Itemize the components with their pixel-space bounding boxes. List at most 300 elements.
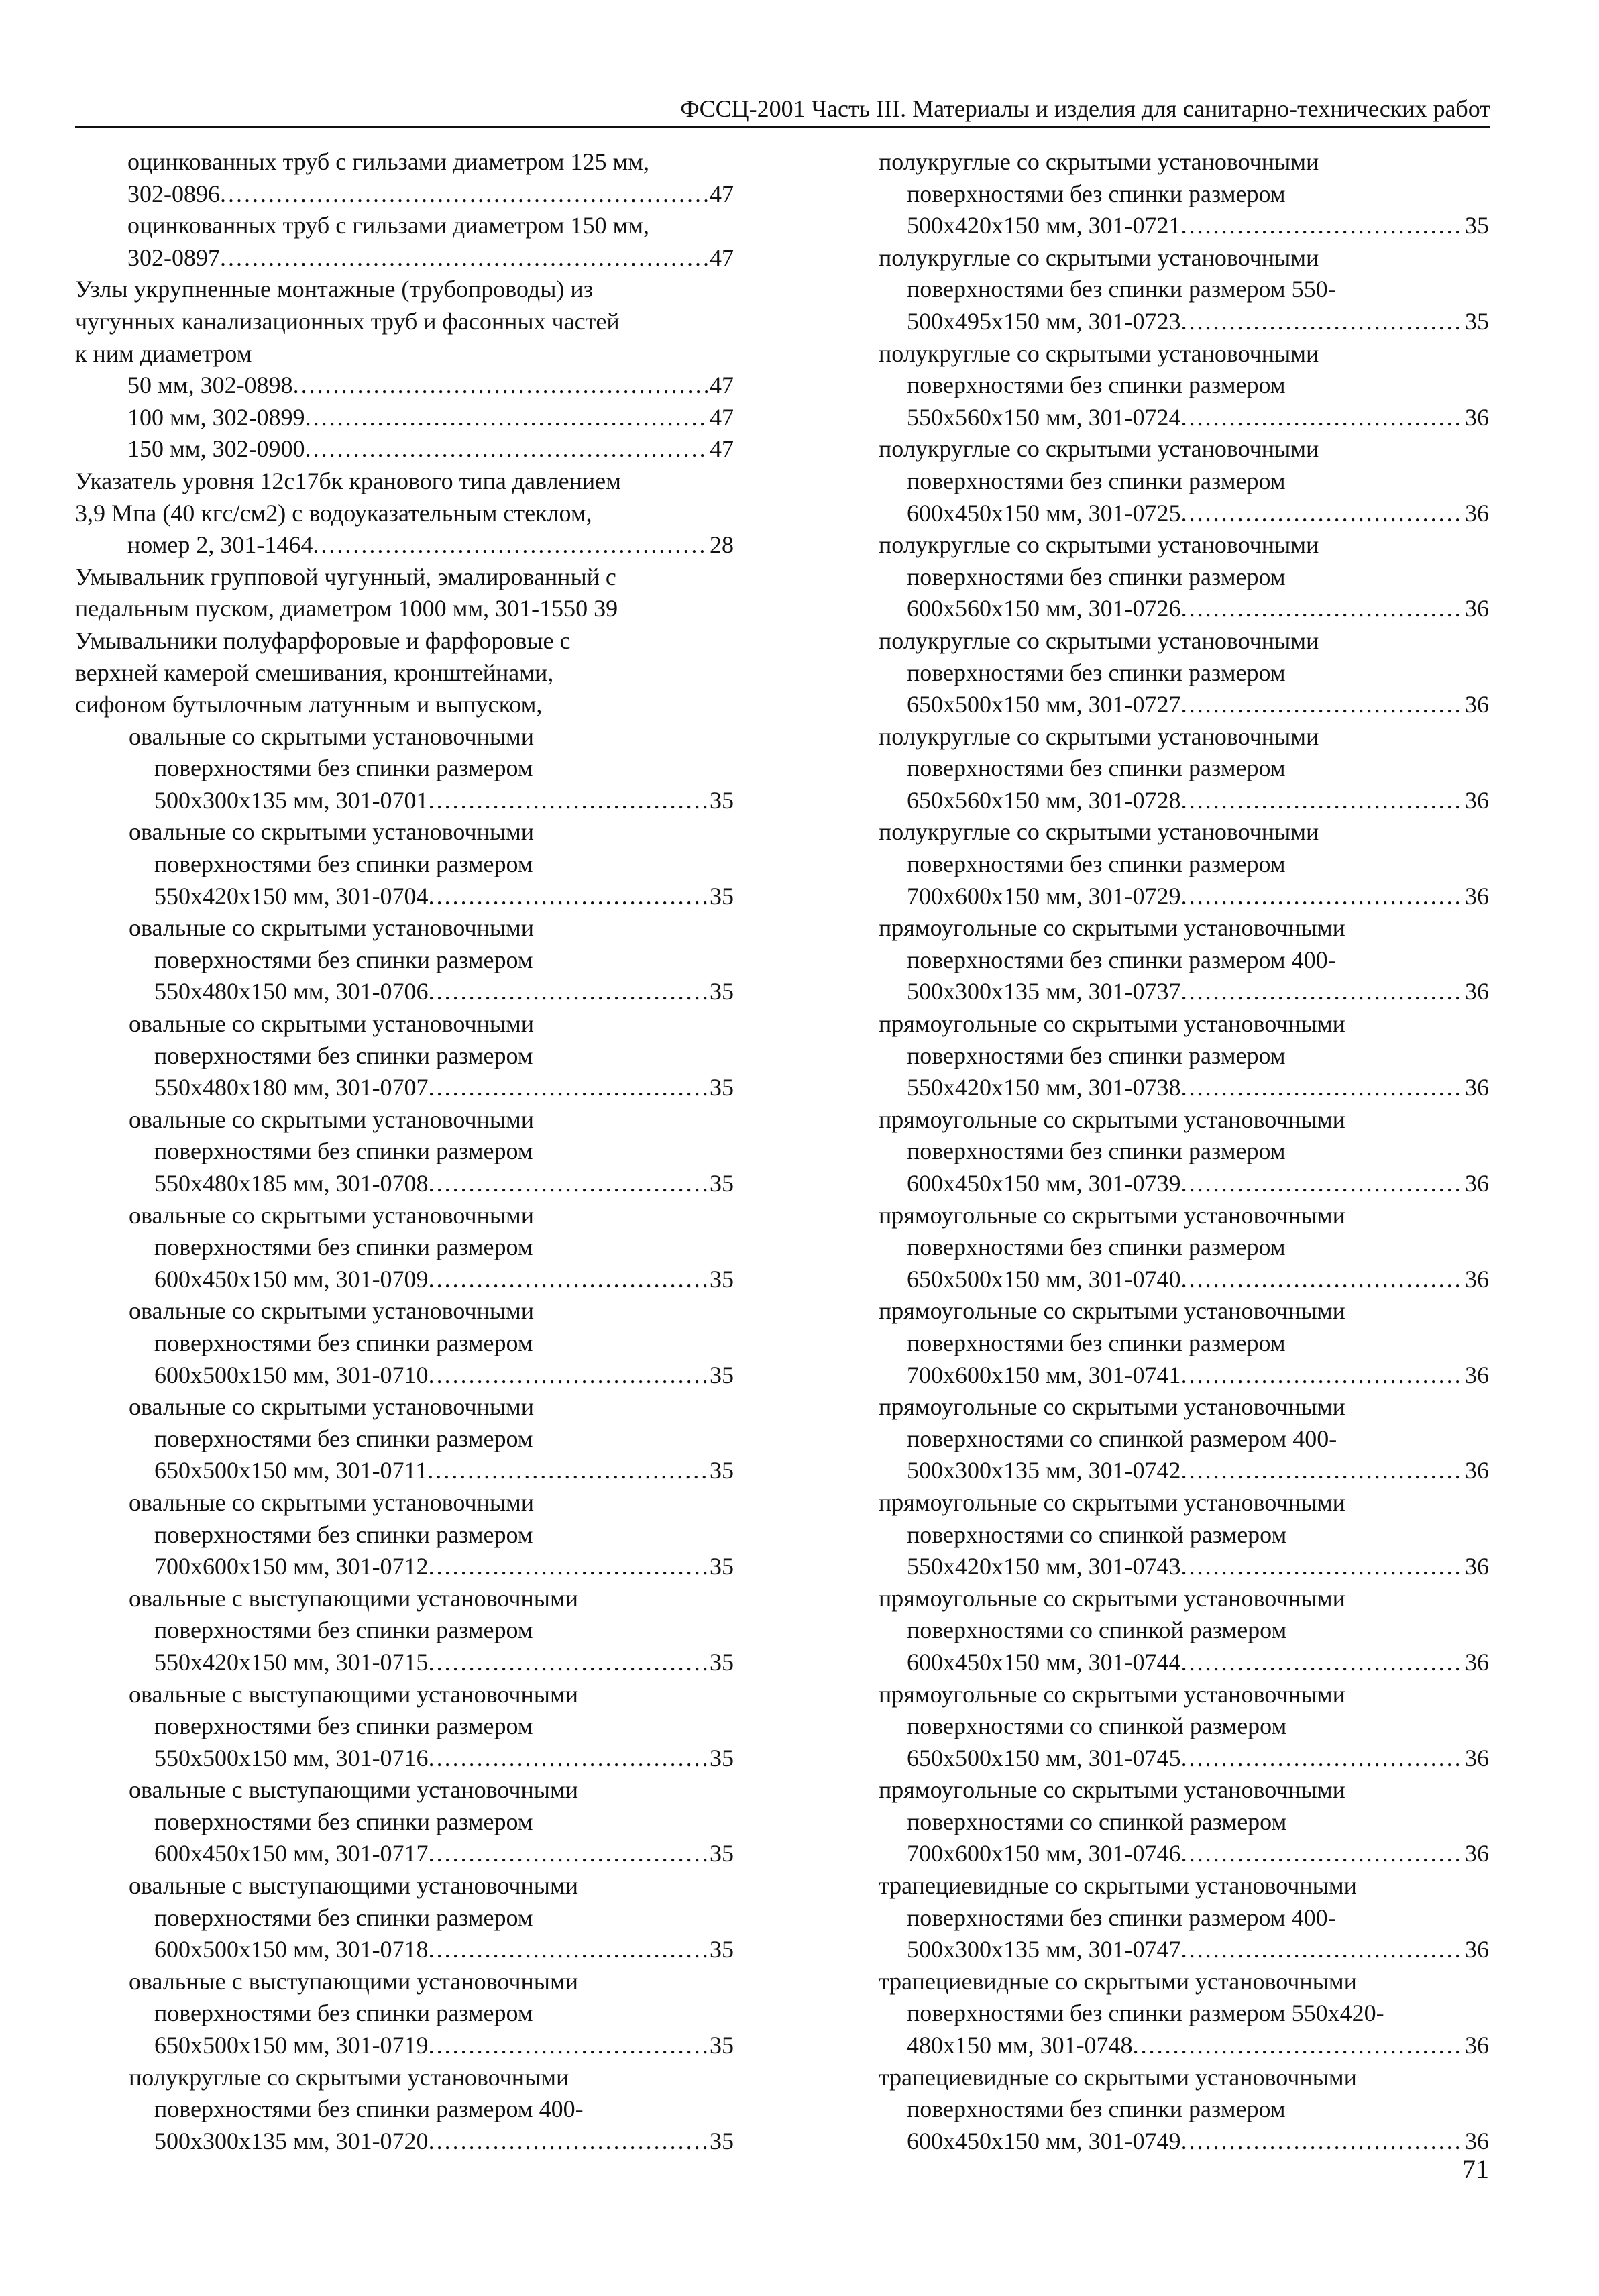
entry-reference-line [879,1838,1489,1870]
entry-text-line: прямоугольные со скрытыми установочными [879,1105,1345,1133]
entry-reference-line [75,1743,734,1775]
index-entry [75,402,734,434]
entry-code: 500x420x150 мм, 301-0721 [907,212,1181,239]
entry-code: 550x420x150 мм, 301-0704 [154,882,429,910]
entry-page-number: 47 [710,180,734,207]
entry-page-number: 36 [1465,1457,1489,1484]
entry-text-line: овальные со скрытыми установочными [129,722,535,750]
entry-code: 600x500x150 мм, 301-0710 [154,1361,429,1388]
index-entry [879,816,1489,912]
entry-code: 700x600x150 мм, 301-0729 [907,882,1181,910]
index-entry [879,1487,1489,1583]
entry-page-number: 47 [710,372,734,399]
entry-text-line: поверхностями без спинки размером [907,755,1286,782]
entry-text-line: Умывальники полуфарфоровые и фарфоровые с [75,626,571,654]
entry-reference-line [879,1934,1489,1966]
entry-code: 600x560x150 мм, 301-0726 [907,595,1181,622]
index-entry [879,338,1489,434]
entry-code: 50 мм, 302-0898 [127,372,293,399]
entry-text-line: трапециевидные со скрытыми установочными [879,2063,1357,2091]
dot-leader [429,1072,708,1104]
entry-reference-line [879,1455,1489,1487]
entry-text-line: оцинкованных труб с гильзами диаметром 125 мм, [127,148,650,175]
entry-reference-line [75,529,734,561]
index-entry [75,146,734,210]
entry-code: 500x300x135 мм, 301-0742 [907,1457,1181,1484]
entry-reference-line [879,1647,1489,1679]
entry-code: 500x495x150 мм, 301-0723 [907,307,1181,335]
entry-text-line: овальные с выступающими установочными [129,1584,579,1612]
dot-leader [305,433,708,466]
index-entry [879,1391,1489,1487]
entry-code: 650x560x150 мм, 301-0728 [907,786,1181,814]
entry-text-line: верхней камерой смешивания, кронштейнами, [75,659,554,686]
entry-code: 700x600x150 мм, 301-0746 [907,1840,1181,1867]
entry-text-line: прямоугольные со скрытыми установочными [879,1680,1345,1708]
entry-text-line: Указатель уровня 12с17бк кранового типа давлением [75,467,621,494]
entry-reference-line [75,1934,734,1966]
entry-text-line: поверхностями без спинки размером [154,755,533,782]
entry-text-line: прямоугольные со скрытыми установочными [879,1393,1345,1421]
page-number: 71 [1462,2154,1489,2184]
entry-text-line: 3,9 Мпа (40 кгс/см2) с водоуказательным стеклом, [75,499,592,527]
index-entry [879,2062,1489,2158]
entry-page-number: 36 [1465,1648,1489,1676]
entry-code: 500x300x135 мм, 301-0737 [907,978,1181,1005]
entry-code: 650x500x150 мм, 301-0740 [907,1265,1181,1293]
entry-reference-line [75,242,734,274]
entry-text-line: поверхностями без спинки размером [907,1042,1286,1069]
entry-reference-line [879,1264,1489,1296]
entry-page-number: 35 [710,1457,734,1484]
entry-text-line: поверхностями без спинки размером [907,1138,1286,1165]
entry-text-line: прямоугольные со скрытыми установочными [879,1584,1345,1612]
entry-text-line: овальные с выступающими установочными [129,1967,579,1995]
entry-reference-line [879,2030,1489,2062]
dot-leader [1181,498,1464,530]
entry-page-number: 36 [1465,978,1489,1005]
entry-code: 500x300x135 мм, 301-0747 [907,1936,1181,1963]
entry-code: 302-0897 [127,243,220,271]
entry-code: 600x450x150 мм, 301-0717 [154,1840,429,1867]
entry-text-line: Умывальник групповой чугунный, эмалированный с [75,563,616,590]
index-entry [75,210,734,274]
entry-page-number: 35 [710,1170,734,1197]
entry-code: 550x480x185 мм, 301-0708 [154,1170,429,1197]
index-entry [879,242,1489,338]
entry-page-number: 35 [710,2127,734,2154]
entry-page-number: 28 [710,531,734,559]
dot-leader [1181,1264,1464,1296]
dot-leader [1181,1934,1464,1966]
index-entry [75,1487,734,1583]
entry-page-number: 35 [710,1265,734,1293]
entry-reference-line [879,1551,1489,1583]
entry-code: 500x300x135 мм, 301-0720 [154,2127,429,2154]
entry-page-number: 35 [710,978,734,1005]
entry-code: 600x450x150 мм, 301-0739 [907,1170,1181,1197]
index-entry [879,1104,1489,1200]
entry-text-line: поверхностями без спинки размером 550- [907,276,1336,303]
dot-leader [1181,402,1464,434]
entry-text-line: прямоугольные со скрытыми установочными [879,1201,1345,1229]
entry-text-line: поверхностями без спинки размером 550x420- [907,2000,1384,2027]
index-entry [879,721,1489,817]
dot-leader [293,370,708,402]
index-entry [75,370,734,402]
entry-page-number: 36 [1465,1074,1489,1101]
entry-text-line: овальные со скрытыми установочными [129,1488,535,1516]
entry-text-line: овальные со скрытыми установочными [129,1393,535,1421]
entry-code: 600x450x150 мм, 301-0725 [907,499,1181,527]
entry-text-line: полукруглые со скрытыми установочными [879,531,1319,559]
entry-code: 302-0896 [127,180,220,207]
entry-code: 150 мм, 302-0900 [127,435,305,463]
entry-reference-line [75,370,734,402]
entry-reference-line [75,1168,734,1200]
entry-page-number: 35 [710,1074,734,1101]
entry-code: 550x480x180 мм, 301-0707 [154,1074,429,1101]
entry-code: 700x600x150 мм, 301-0712 [154,1553,429,1580]
dot-leader [1181,1551,1464,1583]
entry-text-line: прямоугольные со скрытыми установочными [879,1297,1345,1325]
entry-reference-line [75,785,734,817]
entry-text-line: чугунных канализационных труб и фасонных частей [75,307,620,335]
entry-reference-line [879,881,1489,913]
entry-code: 600x450x150 мм, 301-0749 [907,2127,1181,2154]
entry-reference-line [879,689,1489,721]
entry-text-line: поверхностями без спинки размером [154,1329,533,1356]
entry-page-number: 36 [1465,1170,1489,1197]
index-entry [879,433,1489,529]
index-entry [879,1200,1489,1296]
index-entry [879,1295,1489,1391]
entry-text-line: овальные с выступающими установочными [129,1872,579,1900]
entry-text-line: поверхностями без спинки размером [907,2095,1286,2123]
entry-text-line: поверхностями без спинки размером [907,851,1286,878]
index-entry [75,1008,734,1104]
entry-reference-line [75,1072,734,1104]
entry-code: 600x450x150 мм, 301-0744 [907,1648,1181,1676]
entry-reference-line [75,1455,734,1487]
entry-page-number: 36 [1465,1553,1489,1580]
dot-leader [429,1551,708,1583]
dot-leader [1133,2030,1464,2062]
entry-page-number: 35 [710,2032,734,2059]
entry-text-line: овальные со скрытыми установочными [129,1010,535,1038]
entry-reference-line [879,785,1489,817]
entry-reference-line [75,1838,734,1870]
index-entry [75,561,734,625]
entry-text-line: полукруглые со скрытыми установочными [879,818,1319,846]
entry-code: 550x560x150 мм, 301-0724 [907,403,1181,431]
entry-text-line: педальным пуском, диаметром 1000 мм, 301-1550 39 [75,595,618,622]
entry-reference-line [75,433,734,466]
dot-leader [429,881,708,913]
entry-text-line: овальные с выступающими установочными [129,1680,579,1708]
dot-leader [1181,306,1464,338]
index-entry [879,1583,1489,1679]
entry-text-line: прямоугольные со скрытыми установочными [879,914,1345,942]
entry-reference-line [75,1647,734,1679]
entry-text-line: сифоном бутылочным латунным и выпуском, [75,691,543,718]
entry-code: 100 мм, 302-0899 [127,403,305,431]
index-entry [879,529,1489,625]
entry-text-line: поверхностями без спинки размером [154,1042,533,1069]
index-entry [75,433,734,466]
entry-page-number: 35 [710,1936,734,1963]
entry-text-line: поверхностями без спинки размером [154,1904,533,1931]
dot-leader [1181,1743,1464,1775]
entry-text-line: полукруглые со скрытыми установочными [879,722,1319,750]
entry-text-line: поверхностями без спинки размером [907,563,1286,590]
index-entry [75,1966,734,2062]
dot-leader [1181,1455,1464,1487]
dot-leader [220,242,708,274]
page-header [75,94,1490,128]
dot-leader [305,402,708,434]
entry-page-number: 36 [1465,2032,1489,2059]
index-entry [879,1774,1489,1870]
entry-text-line: овальные со скрытыми установочными [129,1201,535,1229]
entry-text-line: поверхностями без спинки размером [154,1521,533,1548]
dot-leader [429,1743,708,1775]
entry-page-number: 36 [1465,499,1489,527]
entry-page-number: 36 [1465,1840,1489,1867]
index-entry [879,146,1489,242]
entry-code: 600x450x150 мм, 301-0709 [154,1265,429,1293]
entry-text-line: поверхностями без спинки размером [154,946,533,973]
entry-page-number: 36 [1465,1265,1489,1293]
dot-leader [1181,1647,1464,1679]
dot-leader [429,1168,708,1200]
entry-reference-line [879,1168,1489,1200]
entry-text-line: трапециевидные со скрытыми установочными [879,1872,1357,1900]
entry-text-line: поверхностями со спинкой размером 400- [907,1425,1337,1452]
entry-page-number: 36 [1465,882,1489,910]
entry-code: 650x500x150 мм, 301-0711 [154,1457,428,1484]
index-entry [879,625,1489,721]
dot-leader [429,2126,708,2158]
index-entry [879,1008,1489,1104]
entry-page-number: 36 [1465,403,1489,431]
dot-leader [429,1934,708,1966]
entry-page-number: 36 [1465,595,1489,622]
dot-leader [429,1647,708,1679]
dot-leader [1181,1838,1464,1870]
index-entry [75,912,734,1008]
entry-text-line: трапециевидные со скрытыми установочными [879,1967,1357,1995]
entry-code: 650x500x150 мм, 301-0727 [907,691,1181,718]
entry-reference-line [879,593,1489,625]
index-entry [75,1295,734,1391]
entry-text-line: поверхностями без спинки размером [907,1234,1286,1261]
index-entry [75,816,734,912]
entry-text-line: поверхностями без спинки размером [154,1425,533,1452]
entry-reference-line [75,881,734,913]
index-entry [879,912,1489,1008]
index-entry [75,1104,734,1200]
entry-text-line: поверхностями без спинки размером [154,1808,533,1835]
index-entry [75,1774,734,1870]
entry-page-number: 36 [1465,691,1489,718]
entry-reference-line [75,2030,734,2062]
entry-text-line: полукруглые со скрытыми установочными [879,243,1319,271]
entry-page-number: 47 [710,243,734,271]
entry-text-line: поверхностями без спинки размером [154,2000,533,2027]
entry-text-line: поверхностями без спинки размером [154,851,533,878]
entry-text-line: поверхностями без спинки размером [907,180,1286,207]
entry-code: 700x600x150 мм, 301-0741 [907,1361,1181,1388]
entry-reference-line [879,306,1489,338]
entry-text-line: поверхностями без спинки размером 400- [907,1904,1336,1931]
index-entry [75,1583,734,1679]
entry-page-number: 36 [1465,786,1489,814]
entry-reference-line [879,1743,1489,1775]
index-entry [75,721,734,817]
entry-code: 550x420x150 мм, 301-0715 [154,1648,429,1676]
entry-page-number: 36 [1465,1361,1489,1388]
entry-text-line: поверхностями без спинки размером [154,1617,533,1644]
entry-page-number: 35 [710,1648,734,1676]
entry-text-line: прямоугольные со скрытыми установочными [879,1776,1345,1804]
entry-reference-line [75,1264,734,1296]
entry-text-line: овальные со скрытыми установочными [129,1105,535,1133]
entry-reference-line [879,976,1489,1008]
entry-text-line: поверхностями со спинкой размером [907,1808,1287,1835]
entry-text-line: поверхностями без спинки размером [154,1234,533,1261]
dot-leader [1181,976,1464,1008]
entry-text-line: Узлы укрупненные монтажные (трубопроводы) из [75,276,593,303]
index-column-left [75,146,734,2157]
entry-reference-line [879,210,1489,242]
entry-code: 650x500x150 мм, 301-0719 [154,2032,429,2059]
entry-text-line: поверхностями без спинки размером [907,372,1286,399]
entry-code: 550x500x150 мм, 301-0716 [154,1744,429,1771]
entry-text-line: поверхностями без спинки размером [154,1138,533,1165]
index-entry [879,1966,1489,2062]
entry-page-number: 36 [1465,2127,1489,2154]
entry-page-number: 35 [710,1744,734,1771]
entry-code: 500x300x135 мм, 301-0701 [154,786,429,814]
index-entry [75,274,734,370]
entry-page-number: 35 [710,1840,734,1867]
dot-leader [1181,593,1464,625]
entry-page-number: 35 [710,1361,734,1388]
entry-page-number: 47 [710,435,734,463]
entry-page-number: 35 [710,786,734,814]
dot-leader [427,1455,708,1487]
entry-code: 550x480x150 мм, 301-0706 [154,978,429,1005]
index-entry [75,1870,734,1966]
dot-leader [429,1360,708,1392]
entry-text-line: поверхностями без спинки размером [907,1329,1286,1356]
dot-leader [1181,689,1464,721]
dot-leader [429,785,708,817]
index-entry [879,1679,1489,1775]
index-entry [879,1870,1489,1966]
entry-code: 550x420x150 мм, 301-0738 [907,1074,1181,1101]
entry-text-line: полукруглые со скрытыми установочными [129,2063,569,2091]
entry-text-line: поверхностями со спинкой размером [907,1521,1287,1548]
entry-page-number: 35 [710,882,734,910]
entry-page-number: 35 [1465,307,1489,335]
entry-text-line: поверхностями со спинкой размером [907,1617,1287,1644]
entry-text-line: полукруглые со скрытыми установочными [879,339,1319,367]
dot-leader [1181,2126,1464,2158]
entry-text-line: полукруглые со скрытыми установочными [879,626,1319,654]
dot-leader [429,1264,708,1296]
entry-text-line: поверхностями без спинки размером [907,659,1286,686]
index-column-right [879,146,1489,2157]
dot-leader [429,976,708,1008]
entry-reference-line [75,402,734,434]
dot-leader [429,1838,708,1870]
entry-text-line: прямоугольные со скрытыми установочными [879,1010,1345,1038]
dot-leader [1181,210,1464,242]
entry-reference-line [75,1551,734,1583]
entry-page-number: 36 [1465,1744,1489,1771]
entry-text-line: овальные со скрытыми установочными [129,914,535,942]
entry-text-line: поверхностями без спинки размером 400- [907,946,1336,973]
entry-text-line: поверхностями без спинки размером [907,467,1286,494]
entry-reference-line [879,402,1489,434]
entry-page-number: 35 [1465,212,1489,239]
entry-reference-line [75,178,734,211]
index-entry [75,1679,734,1775]
entry-text-line: поверхностями без спинки размером [154,1712,533,1740]
entry-code: 600x500x150 мм, 301-0718 [154,1936,429,1963]
entry-text-line: поверхностями со спинкой размером [907,1712,1287,1740]
entry-code: номер 2, 301-1464 [127,531,313,559]
index-entry [75,1200,734,1296]
dot-leader [220,178,708,211]
entry-reference-line [879,498,1489,530]
entry-text-line: оцинкованных труб с гильзами диаметром 150 мм, [127,212,650,239]
entry-reference-line [75,2126,734,2158]
entry-text-line: поверхностями без спинки размером 400- [154,2095,584,2123]
entry-reference-line [75,1360,734,1392]
dot-leader [1181,881,1464,913]
entry-reference-line [879,1072,1489,1104]
entry-reference-line [75,976,734,1008]
header-title: ФССЦ-2001 Часть III. Материалы и изделия для санитарно-технических работ [680,95,1490,122]
entry-text-line: прямоугольные со скрытыми установочными [879,1488,1345,1516]
entry-code: 480x150 мм, 301-0748 [907,2032,1133,2059]
entry-text-line: полукруглые со скрытыми установочными [879,148,1319,175]
index-entry [75,625,734,721]
dot-leader [1181,785,1464,817]
index-entry [75,466,734,561]
index-entry [75,2062,734,2158]
dot-leader [1181,1360,1464,1392]
entry-text-line: полукруглые со скрытыми установочными [879,435,1319,463]
dot-leader [429,2030,708,2062]
dot-leader [1181,1072,1464,1104]
entry-page-number: 47 [710,403,734,431]
entry-text-line: овальные со скрытыми установочными [129,1297,535,1325]
dot-leader [313,529,708,561]
entry-page-number: 36 [1465,1936,1489,1963]
index-entry [75,1391,734,1487]
entry-code: 650x500x150 мм, 301-0745 [907,1744,1181,1771]
dot-leader [1181,1168,1464,1200]
entry-text-line: овальные со скрытыми установочными [129,818,535,846]
entry-reference-line [879,2126,1489,2158]
entry-text-line: к ним диаметром [75,339,252,367]
entry-page-number: 35 [710,1553,734,1580]
entry-reference-line [879,1360,1489,1392]
